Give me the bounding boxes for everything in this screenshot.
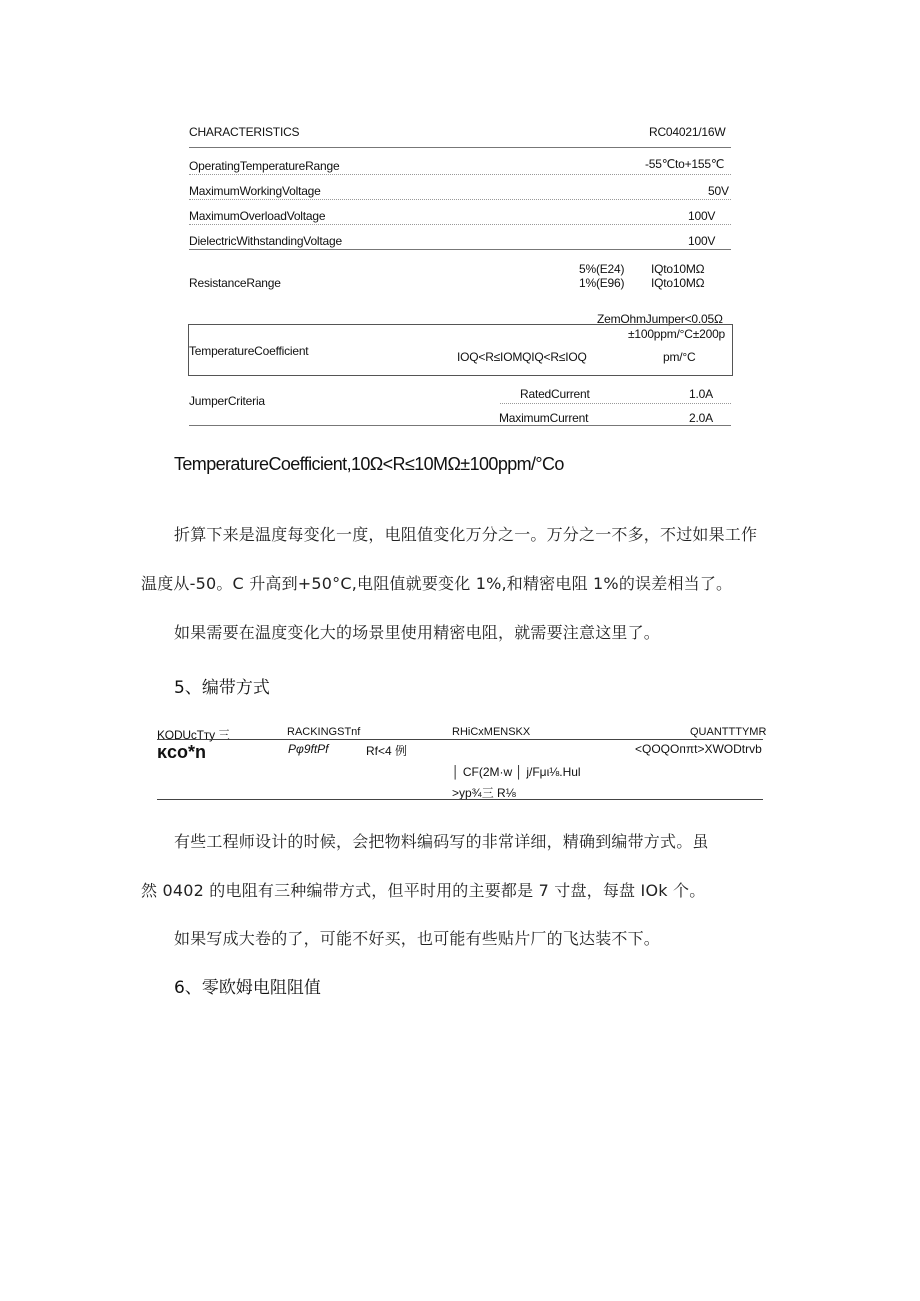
spec-label-tempco: TemperatureCoefficient <box>189 344 309 358</box>
tempco-condition: IOQ<R≤IOMQIQ<R≤IOQ <box>457 350 587 364</box>
spec-value-operating-temp: -55℃to+155℃ <box>645 157 725 171</box>
spec-value-dielectric-voltage: 100V <box>688 234 716 248</box>
packing-row-quantity: <QOQOпπt>XWODtrvb <box>635 742 762 756</box>
row-divider <box>189 199 731 200</box>
paragraph-1-line-1: 折算下来是温度每变化一度，电阻值变化万分之一。万分之一不多，不过如果工作 <box>174 525 758 544</box>
packing-col-product: KODUcTтy 三 <box>157 728 230 742</box>
spec-value-overload-voltage: 100V <box>688 209 716 223</box>
zero-ohm-jumper: ZemOhmJumper<0.05Ω <box>597 312 723 326</box>
packing-row-packing-b: Rf<4 例 <box>366 744 408 758</box>
table-bottom-border <box>189 425 731 426</box>
row-divider <box>189 174 731 175</box>
row-divider <box>189 224 731 225</box>
packing-row-dimension-3: >yp¾三 R⅛ <box>452 786 516 800</box>
header-divider <box>189 147 731 148</box>
row-divider <box>189 249 731 250</box>
spec-label-jumper-criteria: JumperCriteria <box>189 394 265 408</box>
model-header: RC04021/16W <box>649 125 726 139</box>
paragraph-4: 如果写成大卷的了，可能不好买，也可能有些贴片厂的飞达装不下。 <box>174 929 661 948</box>
paragraph-2: 如果需要在温度变化大的场景里使用精密电阻，就需要注意这里了。 <box>174 623 661 642</box>
characteristics-header: CHARACTERISTICS <box>189 125 300 139</box>
resistance-tolerance-e96: 1%(E96) <box>579 276 625 290</box>
resistance-tolerance-e24: 5%(E24) <box>579 262 625 276</box>
resistance-range-e96: IQto10MΩ <box>651 276 705 290</box>
section-5-heading: 5、编带方式 <box>174 678 270 698</box>
row-divider <box>500 403 731 404</box>
tempco-value-line1: ±100ppm/°C±200p <box>628 327 726 341</box>
packing-row-packing: Pφ9ftPf <box>288 742 329 756</box>
spec-label-dielectric-voltage: DielectricWithstandingVoltage <box>189 234 342 248</box>
spec-label-working-voltage: MaximumWorkingVoltage <box>189 184 321 198</box>
rated-current-label: RatedCurrent <box>520 387 590 401</box>
packing-col-quantity: QUANTTTYMR <box>690 726 767 738</box>
spec-label-overload-voltage: MaximumOverloadVoltage <box>189 209 326 223</box>
paragraph-1-line-2: 温度从-50。C 升高到+50°C,电阻值就要变化 1%,和精密电阻 1%的误差相当了。 <box>141 574 733 593</box>
resistance-range-e24: IQto10MΩ <box>651 262 705 276</box>
packing-row-product: κco*n <box>157 742 207 762</box>
rated-current-value: 1.0A <box>689 387 713 401</box>
spec-label-resistance-range: ResistanceRange <box>189 276 281 290</box>
paragraph-3-line-2: 然 0402 的电阻有三种编带方式，但平时用的主要都是 7 寸盘，每盘 IOk 个。 <box>141 881 706 900</box>
section-6-heading: 6、零欧姆电阻阻值 <box>174 978 321 998</box>
tempco-value-line2: pm/°C <box>663 350 696 364</box>
packing-col-dimension: RHiCxMENSKX <box>452 726 531 738</box>
max-current-label: MaximumCurrent <box>499 411 589 425</box>
tempco-summary: TemperatureCoefficient,10Ω<R≤10MΩ±100ppm/°Co <box>174 454 564 474</box>
packing-header-divider <box>157 739 763 740</box>
spec-value-working-voltage: 50V <box>708 184 729 198</box>
packing-bottom-border <box>157 799 763 800</box>
paragraph-3-line-1: 有些工程师设计的时候，会把物料编码写的非常详细，精确到编带方式。虽 <box>174 832 709 851</box>
max-current-value: 2.0A <box>689 411 713 425</box>
spec-label-operating-temp: OperatingTemperatureRange <box>189 159 340 173</box>
packing-row-dimension-2: │ CF(2M·w │ j/Fμι⅛.Hul <box>452 765 581 779</box>
packing-col-packing: RACKINGSTnf <box>287 726 361 738</box>
